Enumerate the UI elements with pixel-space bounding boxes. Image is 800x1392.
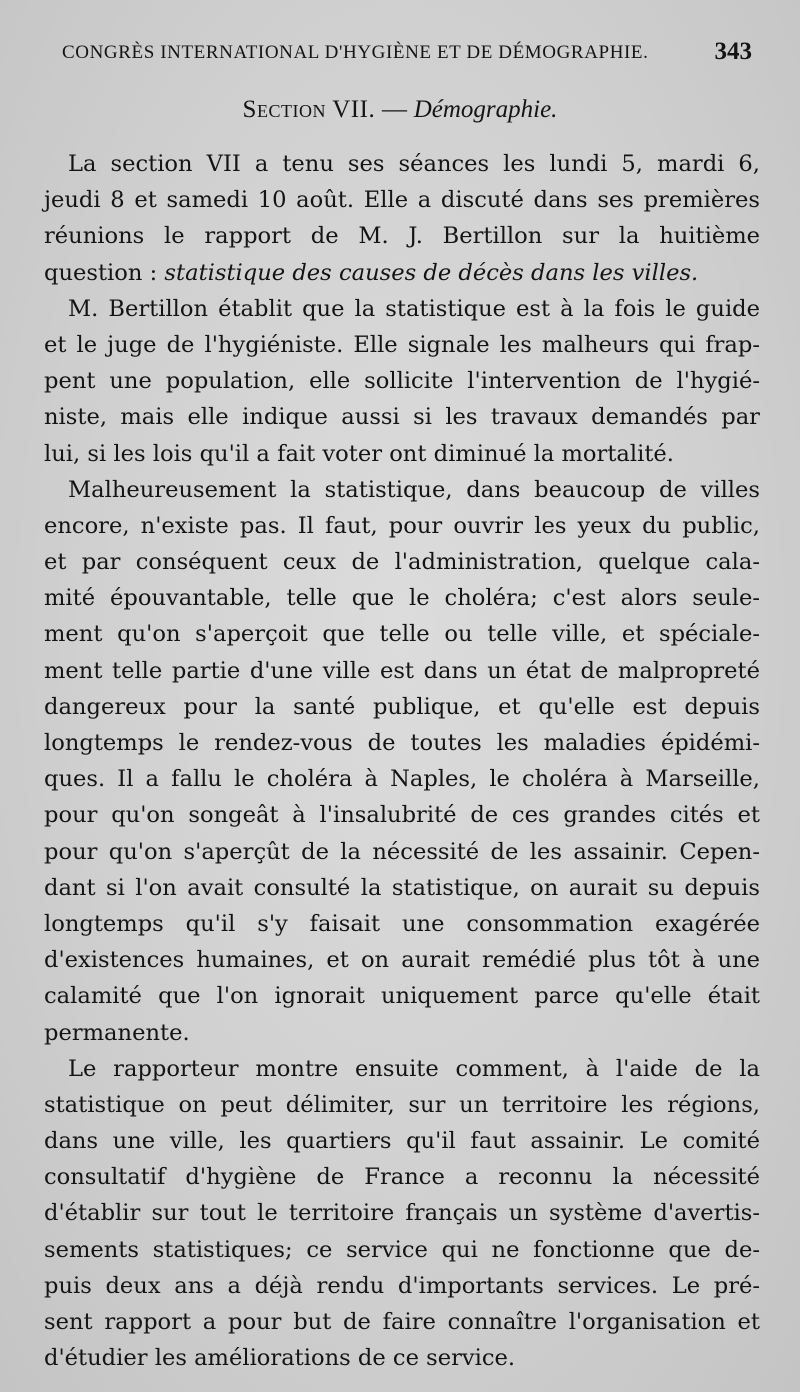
text-line: longtemps le rendez-vous de toutes les maladies épidémi- — [44, 730, 760, 756]
text-line: niste, mais elle indique aussi si les travaux demandés par — [44, 404, 760, 431]
text-line: mité épouvantable, telle que le choléra; c'est alors seule- — [44, 585, 760, 612]
text-line: ment telle partie d'une ville est dans un état de malpropreté — [44, 657, 760, 684]
text-line: pour qu'on s'aperçût de la nécessité de les assainir. Cepen- — [44, 838, 760, 865]
text-line: consultatif d'hygiène de France a reconnu la nécessité — [44, 1164, 760, 1191]
text-line: et le juge de l'hygiéniste. Elle signale les malheurs qui frap- — [44, 331, 760, 358]
text-line: encore, n'existe pas. Il faut, pour ouvrir les yeux du public, — [44, 512, 760, 539]
section-heading — [0, 96, 800, 124]
text-line: pour qu'on songeât à l'insalubrité de ces grandes cités et — [44, 802, 760, 829]
text-line: Le rapporteur montre ensuite comment, à l'aide de la — [68, 1055, 760, 1082]
text-line: d'étudier les améliorations de ce service. — [44, 1345, 516, 1372]
question-title: statistique des causes de décès dans les villes. — [164, 259, 699, 286]
text-line: sent rapport a pour but de faire connaître l'organisation et — [44, 1309, 760, 1335]
text-line: calamité que l'on ignorait uniquement parce qu'elle était — [44, 983, 760, 1010]
text-line: sements statistiques; ce service qui ne fonctionne que de- — [44, 1236, 760, 1263]
text-line: La section VII a tenu ses séances les lundi 5, mardi 6, — [68, 151, 760, 177]
text-line: Malheureusement la statistique, dans beaucoup de villes — [68, 476, 760, 503]
body-text — [44, 146, 760, 1376]
text-line: longtemps qu'il s'y faisait une consommation exagérée — [44, 910, 760, 937]
text-line: dans une ville, les quartiers qu'il faut assainir. Le comité — [44, 1128, 760, 1155]
running-head — [62, 40, 762, 70]
text-line: d'établir sur tout le territoire français un système d'avertis- — [44, 1200, 760, 1227]
text-line — [44, 255, 760, 291]
text-line: réunions le rapport de M. J. Bertillon sur la huitième — [44, 223, 760, 250]
text-line: dangereux pour la santé publique, et qu'elle est depuis — [44, 693, 760, 720]
text-line: ment qu'on s'aperçoit que telle ou telle ville, et spéciale- — [44, 621, 760, 648]
text-line: ques. Il a fallu le choléra à Naples, le choléra à Marseille, — [44, 766, 760, 793]
section-title: Démographie. — [413, 96, 558, 123]
text-line: d'existences humaines, et on aurait remédié plus tôt à une — [44, 947, 760, 974]
question-prefix: question : — [44, 259, 165, 286]
text-line: pent une population, elle sollicite l'intervention de l'hygié- — [44, 368, 760, 395]
text-line: jeudi 8 et samedi 10 août. Elle a discuté dans ses premières — [44, 187, 760, 214]
text-line: et par conséquent ceux de l'administration, quelque cala- — [44, 549, 760, 576]
text-line: puis deux ans a déjà rendu d'importants services. Le pré- — [44, 1272, 760, 1299]
text-line: M. Bertillon établit que la statistique est à la fois le guide — [68, 295, 760, 322]
text-line: dant si l'on avait consulté la statistique, on aurait su depuis — [44, 874, 760, 901]
text-line: permanente. — [44, 1019, 190, 1046]
text-line: lui, si les lois qu'il a fait voter ont diminué la mortalité. — [44, 440, 674, 467]
text-line: statistique on peut délimiter, sur un territoire les régions, — [44, 1091, 760, 1118]
page-number: 343 — [714, 38, 752, 65]
running-title: CONGRÈS INTERNATIONAL D'HYGIÈNE ET DE DÉMOGRAPHIE. — [62, 42, 649, 63]
section-label: Section VII. — — [242, 96, 408, 123]
